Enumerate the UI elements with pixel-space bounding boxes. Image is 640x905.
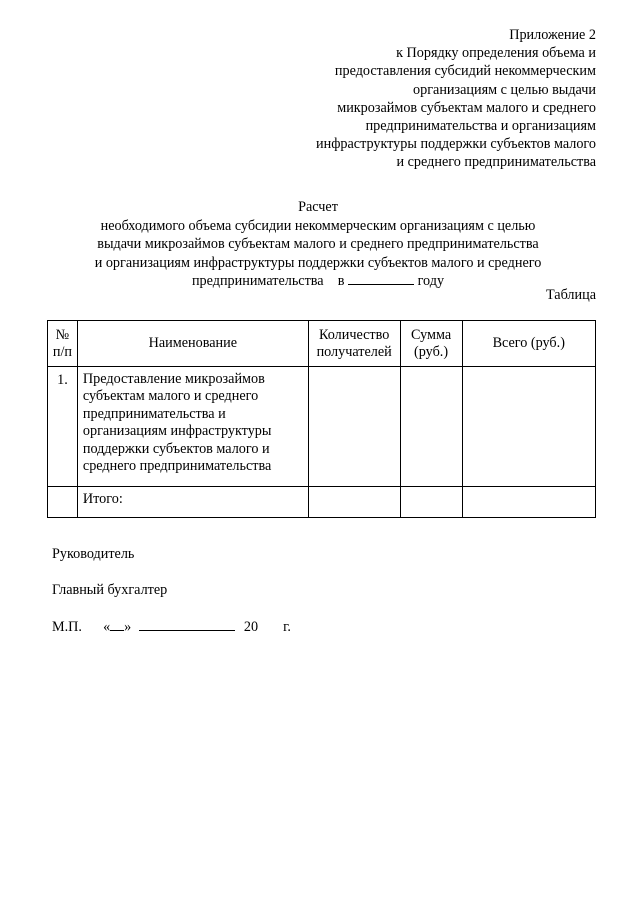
calculation-year-suffix: году (417, 273, 445, 289)
total-count-cell[interactable] (308, 487, 400, 518)
year-suffix: г. (283, 619, 291, 635)
calculation-title: Расчет (298, 199, 338, 215)
table-row (48, 367, 596, 487)
total-num-cell (48, 487, 78, 518)
header-sum: Сумма (руб.) (400, 321, 462, 367)
header-count: Количество получателей (308, 321, 400, 367)
annex-line: к Порядку определения объема и (396, 45, 596, 62)
head-signature-label: Руководитель (52, 546, 135, 562)
annex-line: предпринимательства и организациям (365, 118, 596, 135)
quote-close: » (124, 619, 132, 635)
row-num: 1. (48, 367, 78, 487)
subsidy-table (47, 320, 596, 518)
calculation-title-block (40, 198, 596, 291)
total-total-cell[interactable] (462, 487, 596, 518)
row-name: Предоставление микрозаймов субъектам малого и среднего предпринимательства и организациям инфраструктуры поддержки субъектов малого и среднего предпринимательства (77, 367, 308, 487)
table-header-row (48, 321, 596, 367)
calculation-line: выдачи микрозаймов субъектам малого и среднего предпринимательства (97, 236, 539, 252)
calculation-year-line (40, 272, 596, 291)
header-name: Наименование (77, 321, 308, 367)
header-total: Всего (руб.) (462, 321, 596, 367)
stamp-label: М.П. (52, 619, 82, 635)
stamp-date-line (52, 618, 291, 636)
annex-line: предоставления субсидий некоммерческим (334, 63, 596, 80)
year-blank-field[interactable] (348, 272, 414, 285)
quote-open: « (103, 619, 111, 635)
calculation-line: и организациям инфраструктуры поддержки субъектов малого и среднего (94, 254, 542, 271)
year-prefix: 20 (243, 619, 259, 635)
total-sum-cell[interactable] (400, 487, 462, 518)
annex-line: инфраструктуры поддержки субъектов малого (316, 136, 596, 153)
row-total-cell[interactable] (462, 367, 596, 487)
table-row-total (48, 487, 596, 518)
calculation-line: необходимого объема субсидии некоммерческим организациям с целью (100, 217, 536, 234)
row-sum-cell[interactable] (400, 367, 462, 487)
accountant-signature-label: Главный бухгалтер (52, 582, 168, 598)
day-blank-field[interactable] (110, 618, 124, 631)
total-label: Итого: (77, 487, 308, 518)
header-num: № п/п (48, 321, 78, 367)
month-blank-field[interactable] (139, 618, 235, 631)
table-label: Таблица (545, 287, 596, 303)
annex-line: и среднего предпринимательства (396, 154, 596, 171)
annex-line: организациям с целью выдачи (413, 81, 596, 98)
row-count-cell[interactable] (308, 367, 400, 487)
annex-line: микрозаймов субъектам малого и среднего (337, 99, 596, 116)
annex-header (316, 26, 596, 172)
calculation-year-prefix: предпринимательства в (191, 273, 345, 289)
annex-line: Приложение 2 (509, 27, 596, 43)
